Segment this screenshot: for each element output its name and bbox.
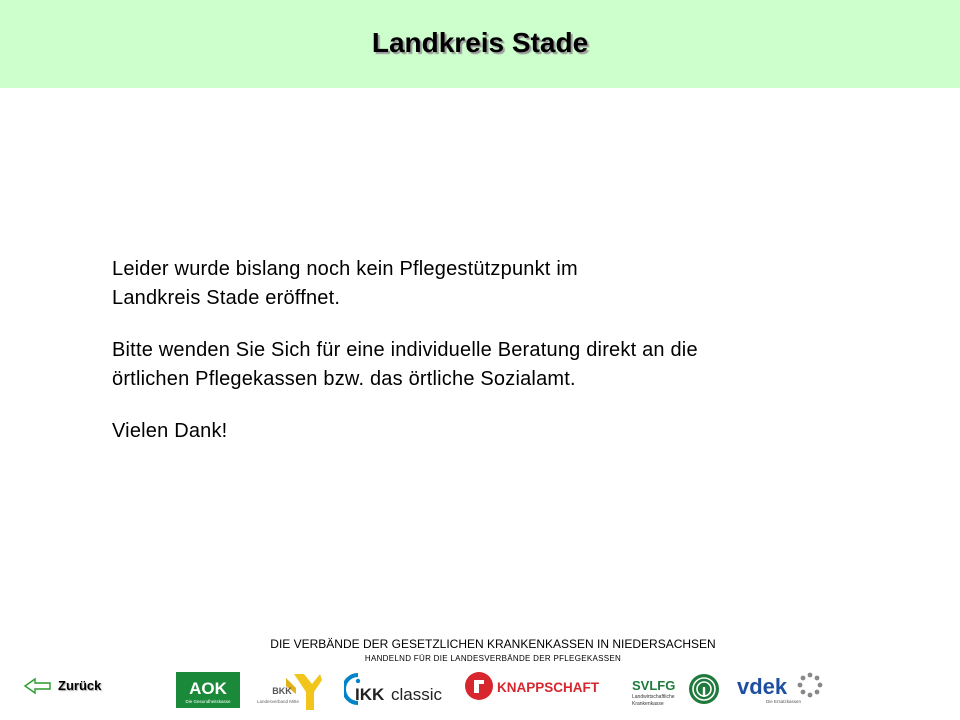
arrow-left-icon bbox=[24, 677, 52, 695]
svlfg-logo bbox=[630, 673, 726, 713]
message-closing: Vielen Dank! bbox=[112, 420, 228, 442]
ikk-classic-logo bbox=[344, 671, 444, 711]
knappschaft-logo bbox=[464, 671, 614, 711]
message-paragraph-2-line-1: Bitte wenden Sie Sich für eine individuelle Beratung direkt an die bbox=[112, 339, 698, 361]
message-body bbox=[112, 255, 832, 446]
knappschaft-logo-name: KNAPPSCHAFT bbox=[497, 680, 600, 695]
bkk-logo bbox=[256, 672, 324, 712]
aok-logo bbox=[176, 672, 240, 712]
bkk-logo-name: BKK bbox=[272, 686, 292, 696]
back-button-label: Zurück bbox=[58, 678, 102, 693]
vdek-logo bbox=[736, 672, 828, 712]
ikk-logo-prefix: IKK bbox=[355, 685, 385, 704]
message-paragraph-1-line-2: Landkreis Stade eröffnet. bbox=[112, 287, 341, 309]
message-paragraph-2-line-2: örtlichen Pflegekassen bzw. das örtliche Sozialamt. bbox=[112, 368, 576, 390]
svlfg-logo-tagline-1: Landwirtschaftliche bbox=[632, 694, 675, 700]
footer-organization-title: DIE VERBÄNDE DER GESETZLICHEN KRANKENKASSEN IN NIEDERSACHSEN bbox=[270, 637, 716, 651]
back-button[interactable] bbox=[24, 676, 112, 698]
vdek-logo-name: vdek bbox=[737, 674, 788, 699]
page-title: Landkreis Stade bbox=[371, 27, 589, 58]
message-paragraph-1-line-1: Leider wurde bislang noch kein Pflegestützpunkt im bbox=[112, 258, 578, 280]
page-header bbox=[0, 0, 960, 88]
bkk-logo-tagline: Landesverband Mitte bbox=[256, 699, 300, 704]
ikk-logo-suffix: classic bbox=[391, 685, 443, 704]
aok-logo-name: AOK bbox=[189, 679, 227, 698]
vdek-logo-tagline: Die Ersatzkassen bbox=[766, 699, 802, 704]
aok-logo-tagline: Die Gesundheitskasse bbox=[185, 699, 231, 704]
svlfg-logo-name: SVLFG bbox=[632, 678, 676, 693]
footer-organization-subtitle: HANDELND FÜR DIE LANDESVERBÄNDE DER PFLEGEKASSEN bbox=[364, 654, 622, 663]
svlfg-logo-tagline-2: Krankenkasse bbox=[632, 701, 664, 707]
